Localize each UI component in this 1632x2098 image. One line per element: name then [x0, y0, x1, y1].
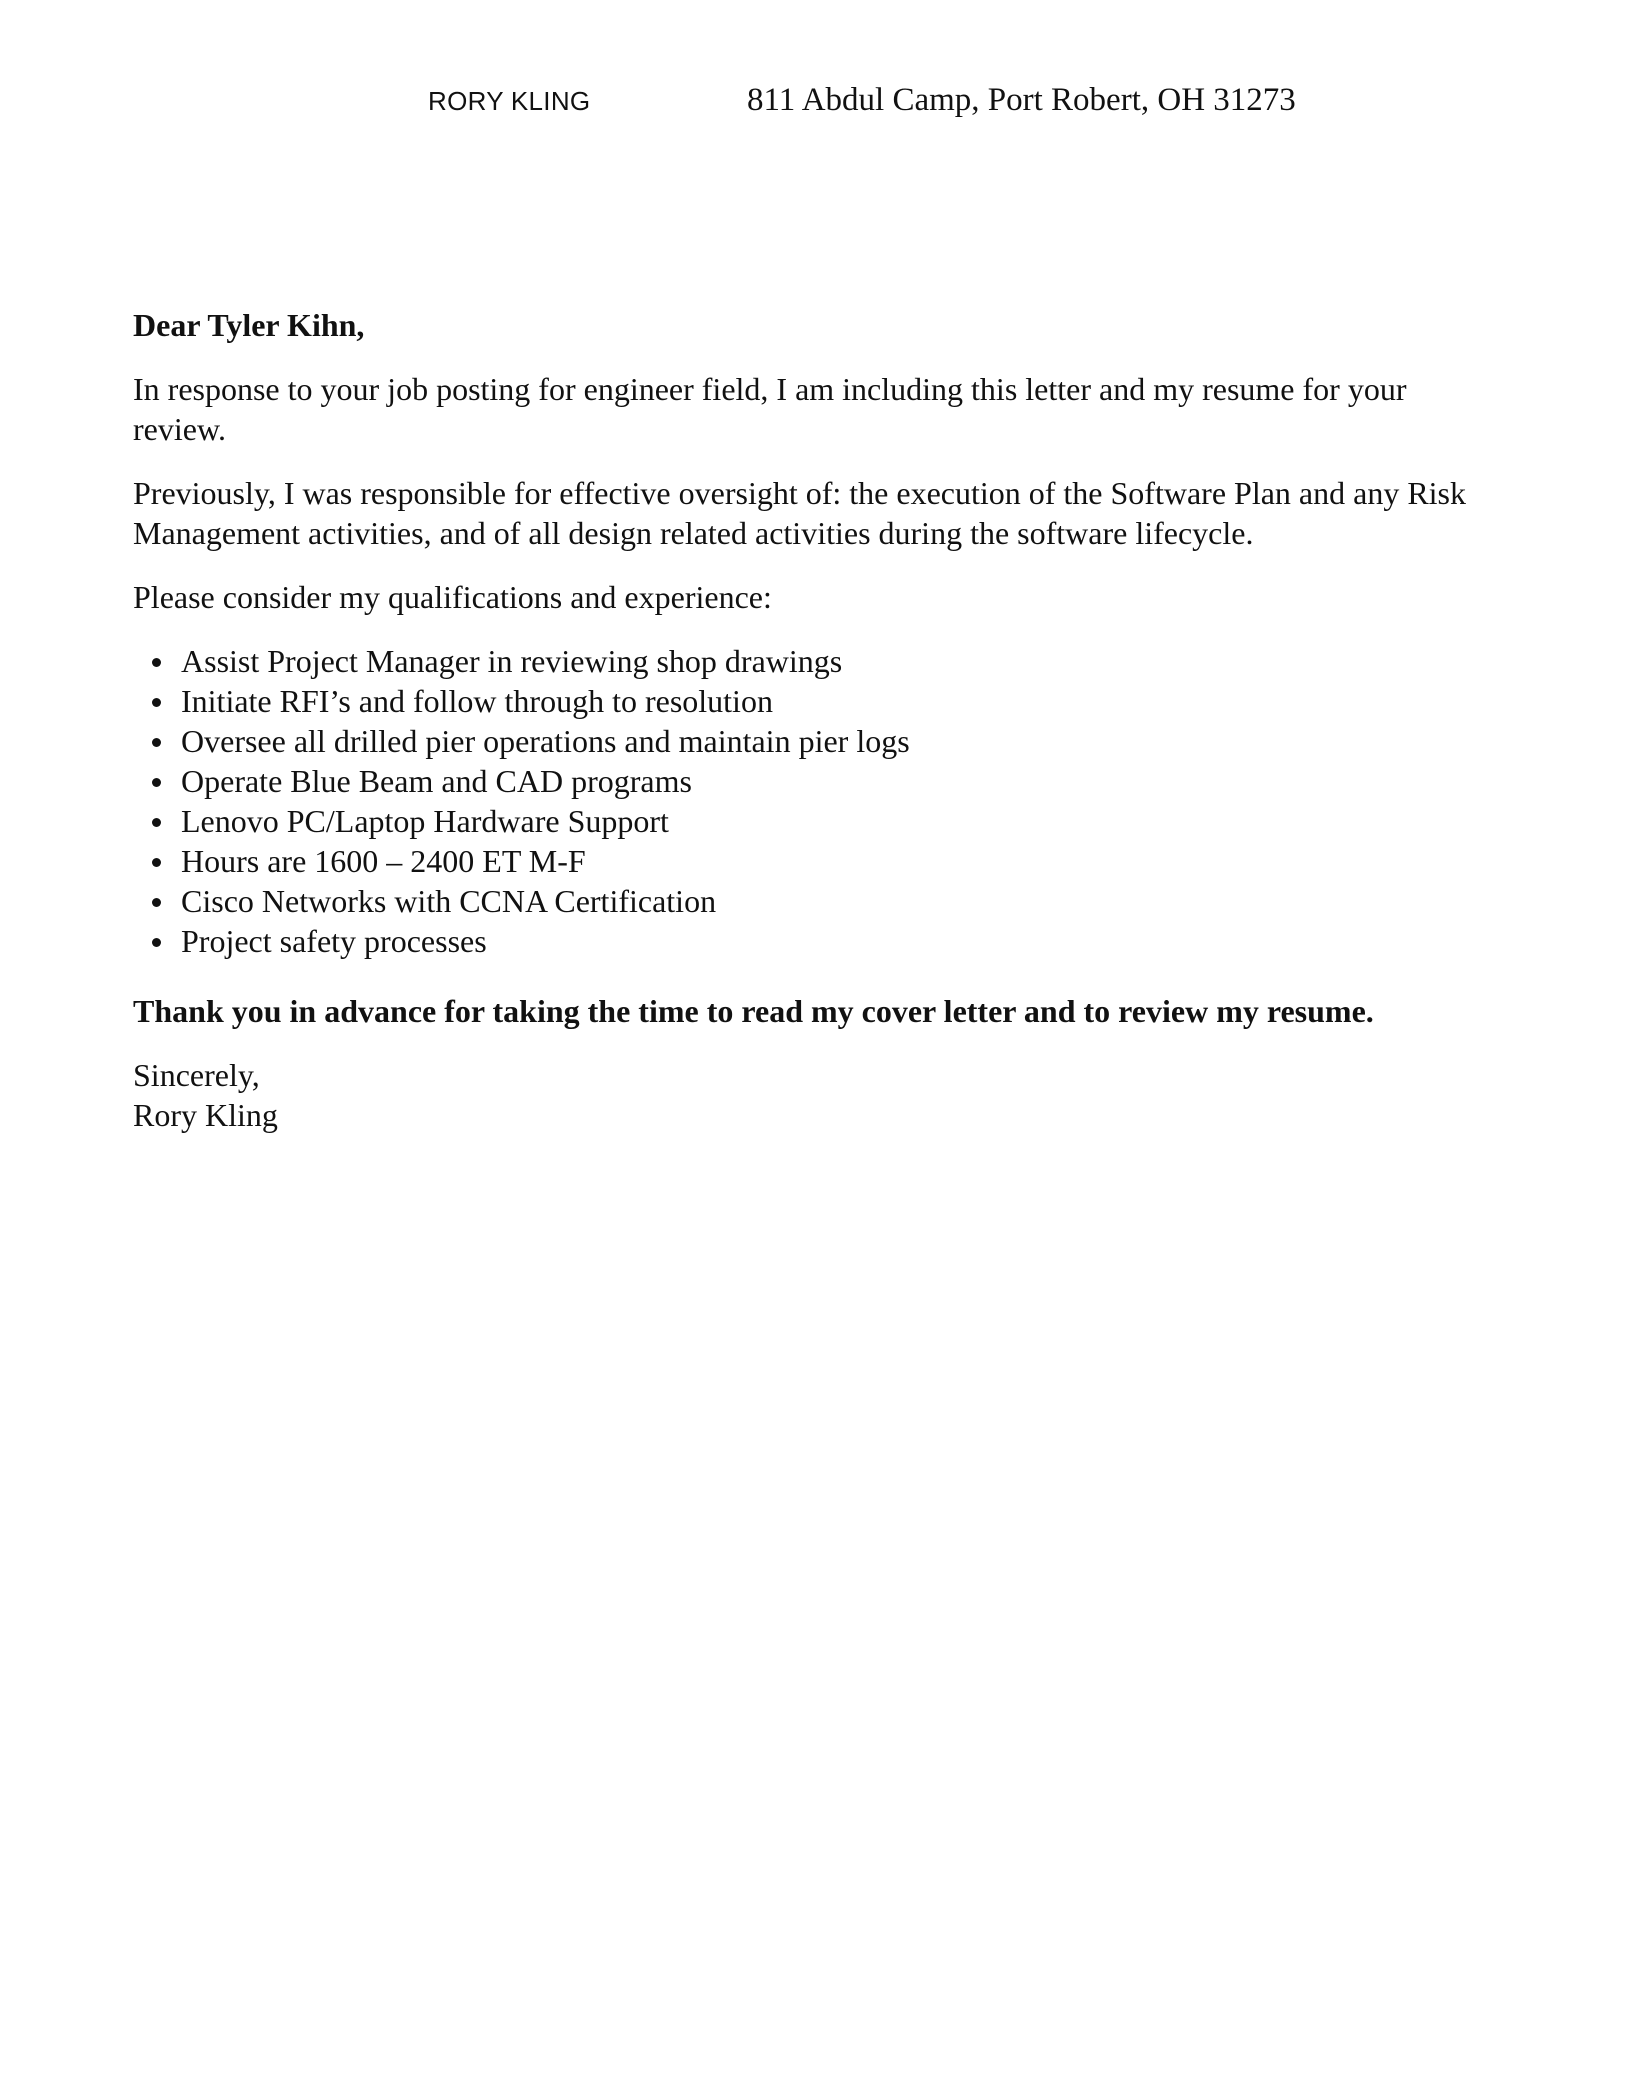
sender-address: 811 Abdul Camp, Port Robert, OH 31273 [747, 82, 1296, 118]
bullet-icon [152, 858, 161, 867]
list-item-text: Oversee all drilled pier operations and maintain pier logs [181, 723, 910, 759]
list-item [133, 921, 1503, 961]
list-item [133, 761, 1503, 801]
bullet-icon [152, 938, 161, 947]
list-item [133, 721, 1503, 761]
list-item-text: Cisco Networks with CCNA Certification [181, 883, 717, 919]
qualifications-list [133, 641, 1503, 961]
sender-name: RORY KLING [428, 86, 591, 116]
list-item [133, 801, 1503, 841]
list-item-text: Assist Project Manager in reviewing shop drawings [181, 643, 843, 679]
intro-paragraph: In response to your job posting for engineer field, I am including this letter and my resume for your review. [133, 371, 1407, 447]
list-item-text: Project safety processes [181, 923, 487, 959]
bullet-icon [152, 898, 161, 907]
qualifications-intro: Please consider my qualifications and experience: [133, 579, 772, 615]
letter-body [133, 305, 1503, 1135]
bullet-icon [152, 698, 161, 707]
list-item [133, 841, 1503, 881]
valediction: Sincerely, [133, 1057, 260, 1093]
list-item [133, 681, 1503, 721]
letter-header [0, 82, 1632, 122]
list-item-text: Lenovo PC/Laptop Hardware Support [181, 803, 669, 839]
bullet-icon [152, 738, 161, 747]
list-item [133, 881, 1503, 921]
list-item [133, 641, 1503, 681]
list-item-text: Hours are 1600 – 2400 ET M-F [181, 843, 586, 879]
bullet-icon [152, 658, 161, 667]
list-item-text: Operate Blue Beam and CAD programs [181, 763, 692, 799]
list-item-text: Initiate RFI’s and follow through to resolution [181, 683, 773, 719]
bullet-icon [152, 778, 161, 787]
signature-name: Rory Kling [133, 1097, 278, 1133]
salutation: Dear Tyler Kihn, [133, 307, 365, 343]
experience-paragraph: Previously, I was responsible for effective oversight of: the execution of the Software Plan and any Risk Management activities, and of all design related activities during the software lifecycle. [133, 475, 1466, 551]
bullet-icon [152, 818, 161, 827]
closing-statement: Thank you in advance for taking the time to read my cover letter and to review my resume. [133, 993, 1374, 1029]
